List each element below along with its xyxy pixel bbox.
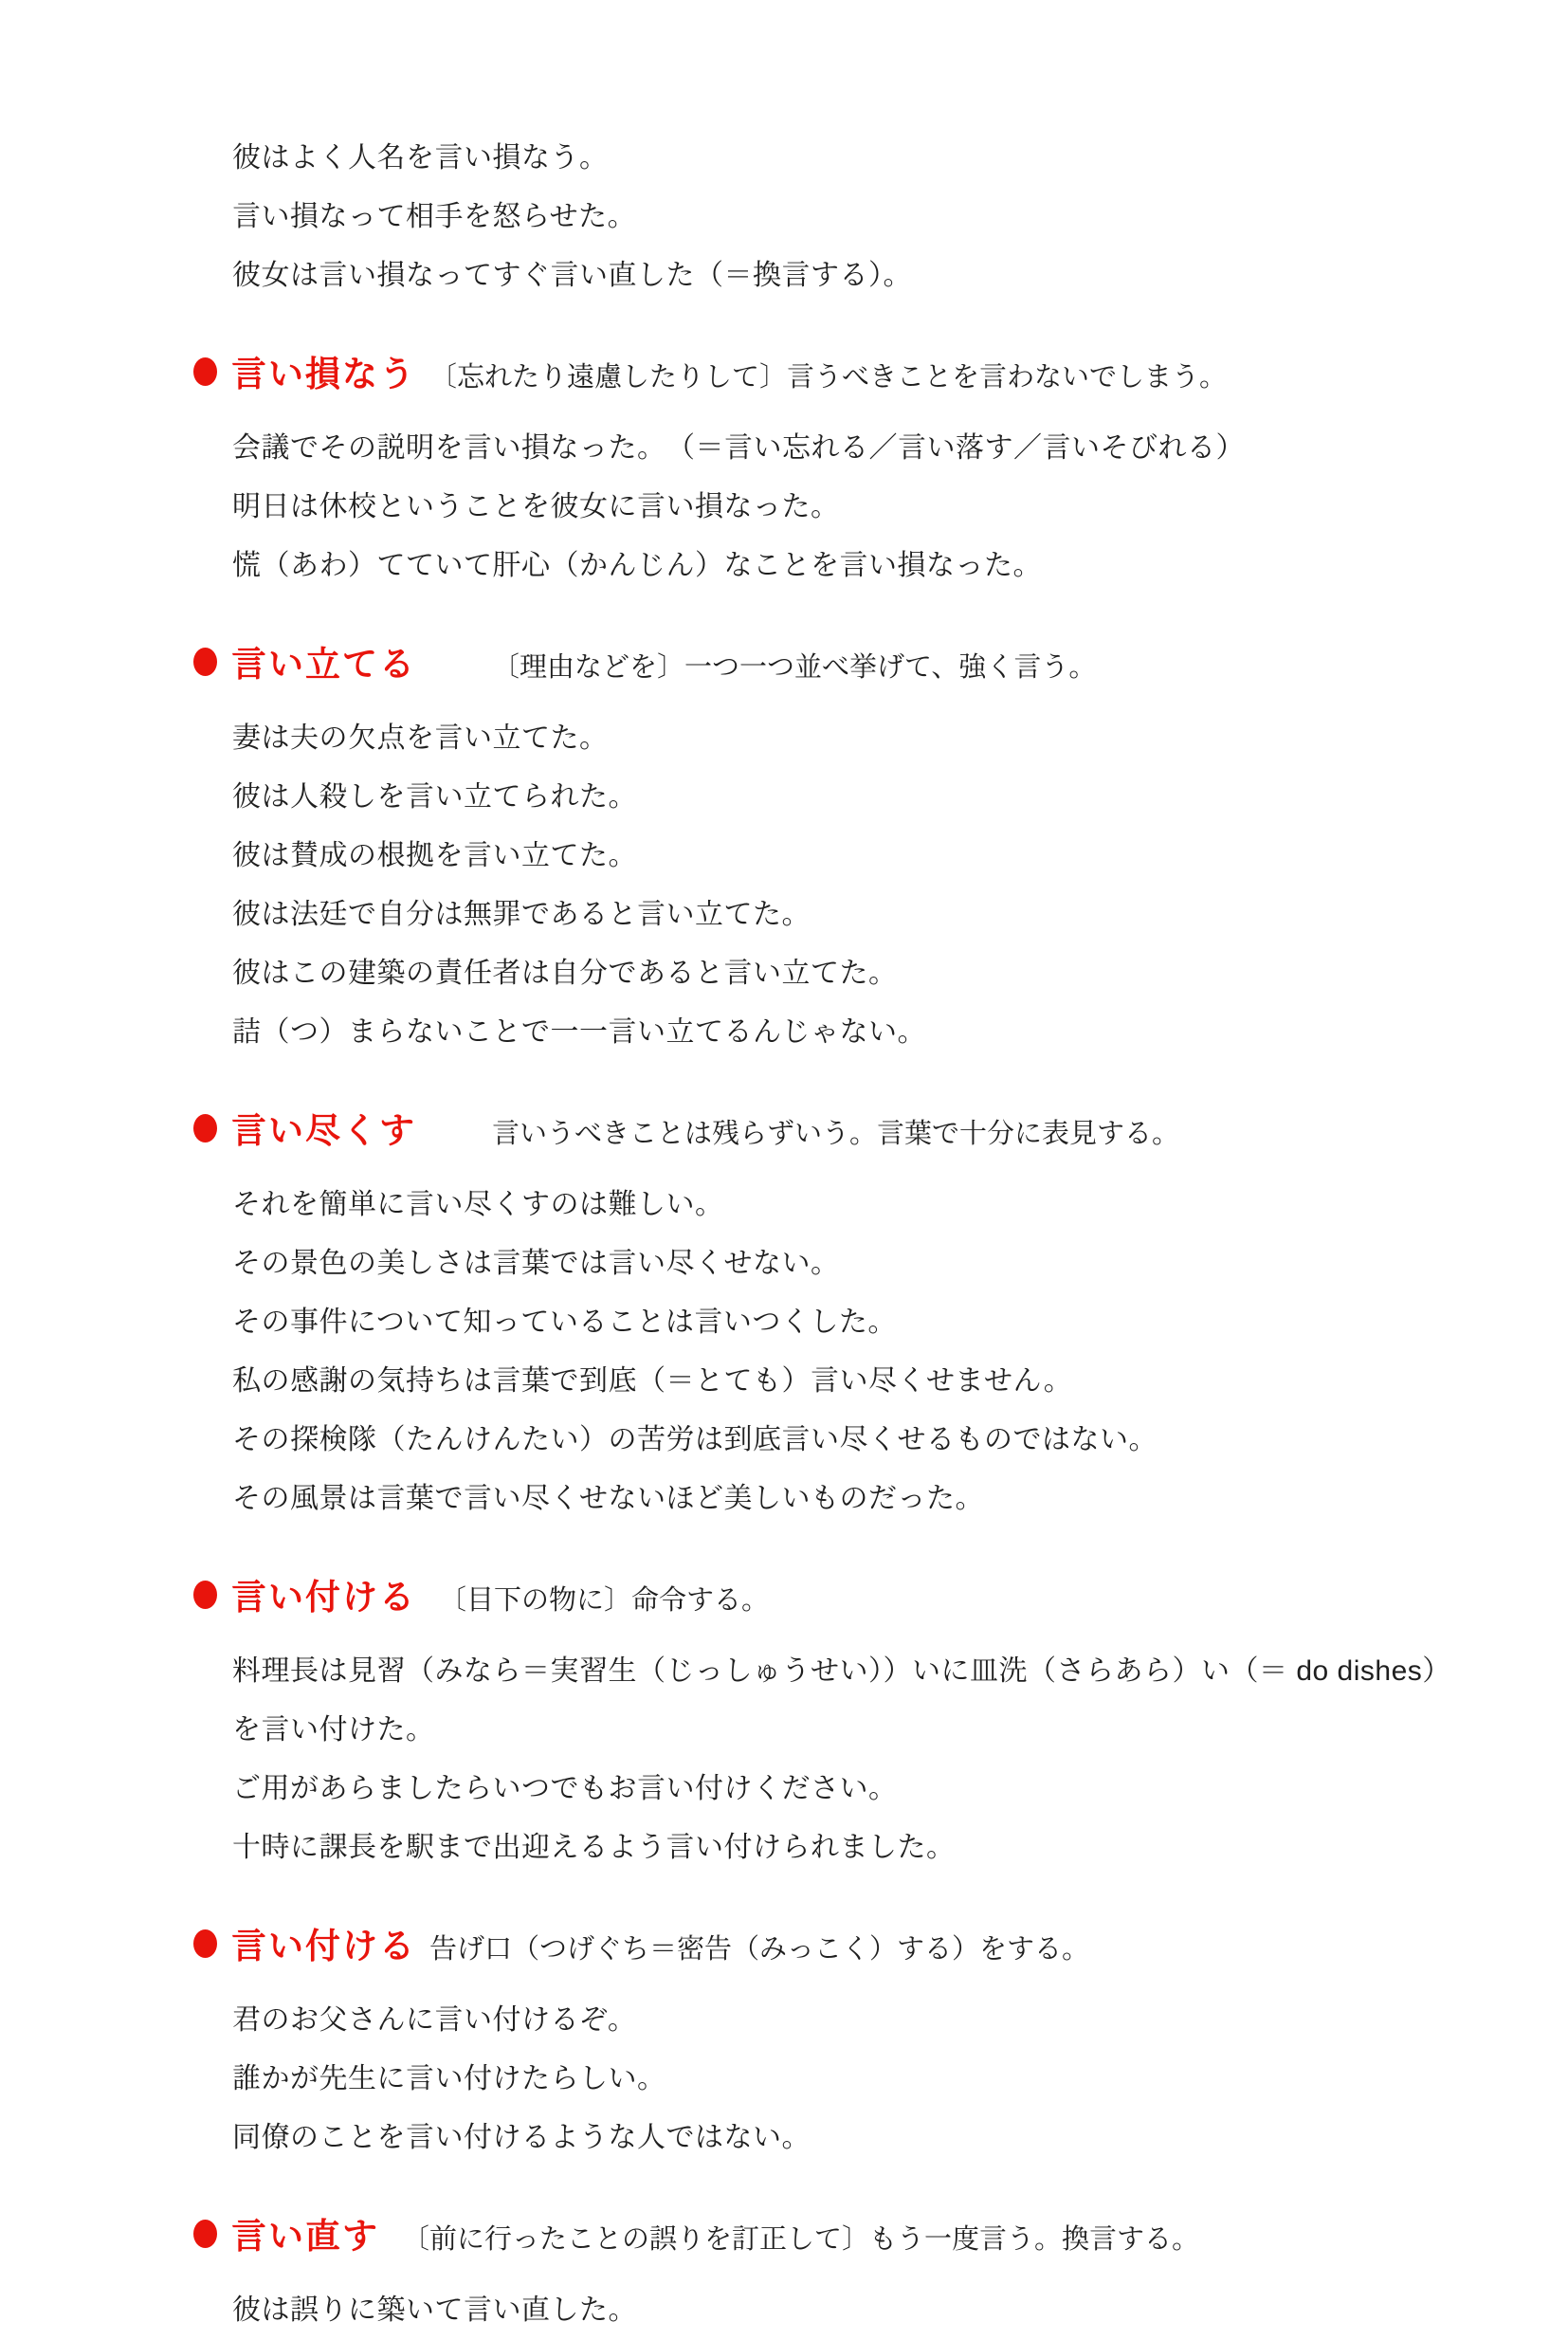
example-sentence: 彼はよく人名を言い損なう。 <box>232 142 609 174</box>
example-sentence: 彼は誤りに築いて言い直した。 <box>232 2294 637 2326</box>
entry-headword: 言い付ける <box>231 1927 416 1965</box>
entry-section-iitsukusu <box>0 1102 1478 1528</box>
entry-headword: 言い付ける <box>231 1578 416 1617</box>
entry-definition: 告げ口（つげぐち＝密告（みっこく）する）をする。 <box>429 1934 1090 1965</box>
entry-header <box>0 635 1478 688</box>
entry-section-iitsukeru-tell-on <box>0 1917 1478 2167</box>
example-sentence: 私の感謝の気持ちは言葉で到底（＝とても）言い尽くせません。 <box>232 1365 1073 1397</box>
example-sentence: それを簡単に言い尽くすのは難しい。 <box>232 1189 724 1220</box>
entry-header <box>0 2207 1478 2260</box>
entry-headword: 言い直す <box>231 2217 379 2256</box>
example-sentence: 同僚のことを言い付けるような人ではない。 <box>232 2122 811 2153</box>
bullet-icon <box>193 2220 217 2248</box>
bullet-icon <box>193 1114 217 1143</box>
entry-headword: 言い尽くす <box>231 1111 416 1150</box>
entry-section-iisokonau <box>0 345 1478 595</box>
example-sentence: 明日は休校ということを彼女に言い損なった。 <box>232 491 840 522</box>
bullet-icon <box>193 1929 217 1958</box>
entry-definition: 〔前に行ったことの誤りを訂正して〕もう一度言う。換言する。 <box>402 2224 1200 2255</box>
example-sentence: 彼女は言い損なってすぐ言い直した（＝換言する）。 <box>232 260 912 291</box>
example-sentence: その事件について知っていることは言いつくした。 <box>232 1307 897 1338</box>
example-sentence: 詰（つ）まらないことで一一言い立てるんじゃない。 <box>232 1016 926 1048</box>
entry-header <box>0 1917 1478 1970</box>
entry-definition: 〔忘れたり遠慮したりして〕言うべきことを言わないでしまう。 <box>429 362 1228 393</box>
entry-examples <box>0 709 1478 1062</box>
example-sentence: 言い損なって相手を怒らせた。 <box>232 201 637 232</box>
example-sentence: その景色の美しさは言葉では言い尽くせない。 <box>232 1248 840 1279</box>
entry-headword: 言い損なう <box>231 355 416 393</box>
bullet-icon <box>193 648 217 676</box>
example-sentence: 慌（あわ）てていて肝心（かんじん）なことを言い損なった。 <box>232 550 1042 581</box>
entry-section-iitsukeru-command <box>0 1568 1478 1877</box>
entry-definition: 言いうべきことは残らずいう。言葉で十分に表見する。 <box>492 1119 1180 1149</box>
bullet-icon <box>193 1581 217 1609</box>
example-sentence: 妻は夫の欠点を言い立てた。 <box>232 722 609 754</box>
entry-headword: 言い立てる <box>231 645 416 684</box>
example-sentence: 料理長は見習（みなら＝実習生（じっしゅうせい））いに皿洗（さらあら）い（＝ do dishes）を言い付けた。 <box>232 1655 1451 1746</box>
example-sentence: その風景は言葉で言い尽くせないほど美しいものだった。 <box>232 1483 984 1514</box>
entry-examples <box>0 419 1478 595</box>
example-sentence: ご用があらましたらいつでもお言い付けください。 <box>232 1773 898 1804</box>
entry-examples <box>0 1991 1478 2167</box>
example-sentence: 君のお父さんに言い付けるぞ。 <box>232 2004 637 2036</box>
example-sentence: 彼は賛成の根拠を言い立てた。 <box>232 840 637 871</box>
bullet-icon <box>193 357 217 386</box>
entry-header <box>0 1568 1478 1621</box>
example-sentence: 会議でその説明を言い損なった。 （＝言い忘れる／言い落す／言いそびれる） <box>232 432 1245 464</box>
entry-header <box>0 1102 1478 1155</box>
entry-section-iinaosu <box>0 2207 1478 2340</box>
entry-section-iitateru <box>0 635 1478 1062</box>
example-sentence: 十時に課長を駅まで出迎えるよう言い付けられました。 <box>232 1832 956 1863</box>
example-sentence: 彼は法廷で自分は無罪であると言い立てた。 <box>232 899 811 930</box>
entry-header <box>0 345 1478 398</box>
entry-examples <box>0 1642 1478 1877</box>
example-sentence: その探検隊（たんけんたい）の苦労は到底言い尽くせるものではない。 <box>232 1424 1158 1455</box>
example-sentence: 誰かが先生に言い付けたらしい。 <box>232 2063 666 2094</box>
entry-definition: 〔目下の物に〕命令する。 <box>439 1585 770 1616</box>
entry-definition: 〔理由などを〕一つ一つ並べ挙げて、強く言う。 <box>492 652 1097 683</box>
intro-examples <box>0 129 1478 305</box>
example-sentence: 彼は人殺しを言い立てられた。 <box>232 781 637 813</box>
entry-examples <box>0 2281 1478 2340</box>
example-sentence: 彼はこの建築の責任者は自分であると言い立てた。 <box>232 958 898 989</box>
entry-examples <box>0 1176 1478 1528</box>
